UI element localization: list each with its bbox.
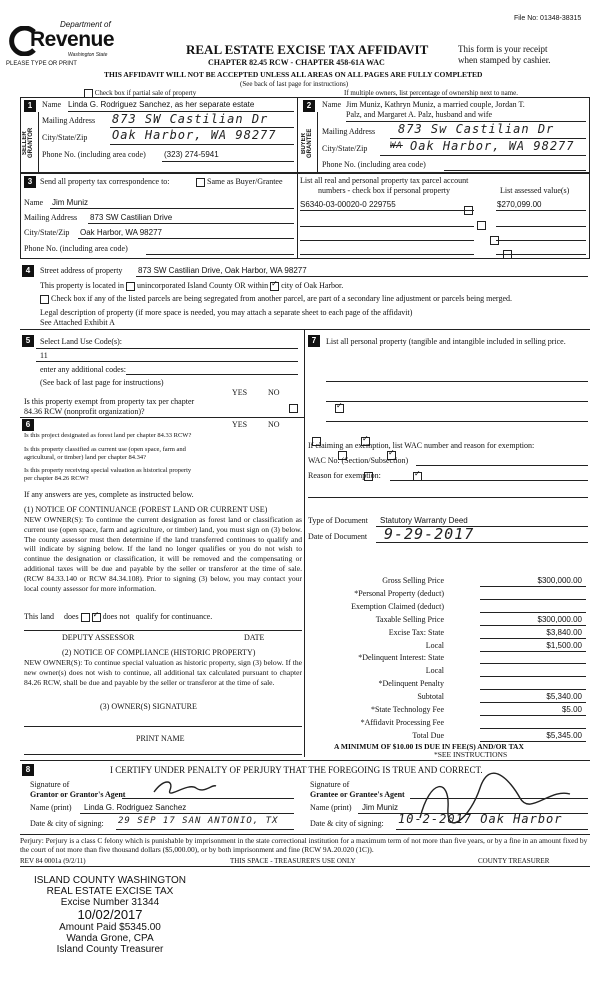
tax-row-label: Gross Selling Price [382,576,444,585]
corr-phone-label: Phone No. (including area code) [24,244,128,253]
buyer-name-2[interactable]: Palz, and Margaret A. Palz, husband and wife [346,110,493,119]
current-use-question-1: Is this property classified as current use (open space, farm and [24,446,186,453]
personal-property-label: List all personal property (tangible and intangible included in selling price. [326,337,566,346]
forest-question: Is this project designated as forest land per chapter 84.33 RCW? [24,432,192,439]
buyer-city-label: City/State/Zip [322,144,368,153]
stamp-line-7: Island County Treasurer [56,944,164,955]
buyer-name-1[interactable]: Jim Muniz, Kathryn Muniz, a married couple, Jordan T. [346,100,525,109]
seller-mail-label: Mailing Address [42,116,96,125]
corr-name[interactable]: Jim Muniz [52,198,89,207]
minimum-due: A MINIMUM OF $10.00 IS DUE IN FEE(S) AND/OR TAX [334,742,524,751]
if-yes-note: If any answers are yes, complete as instructed below. [24,490,194,499]
county-treasurer-label: COUNTY TREASURER [478,857,550,865]
qualify-label: qualify for continuance. [135,612,213,621]
grantee-name-label: Name (print) [310,803,352,812]
same-as-buyer-label: Same as Buyer/Grantee [207,177,283,186]
parcel-checkbox-4[interactable] [503,250,512,259]
grantor-sig-label-2: Grantor or Grantor's Agent [30,790,126,799]
deputy-assessor-label: DEPUTY ASSESSOR [62,633,135,642]
grantor-name-label: Name (print) [30,803,72,812]
section-6-number: 6 [22,419,34,431]
stamp-line-1: ISLAND COUNTY WASHINGTON [33,875,187,886]
assessed-head: List assessed value(s) [500,186,570,195]
legal-description-label: Legal description of property (if more space is needed, you may attach a separate sheet to each page of the affidavit) [40,308,413,317]
logo-department: Department of [60,20,111,29]
grantor-date-city[interactable]: 29 SEP 17 SAN ANTONIO, TX [118,816,279,826]
current-use-question-2: agricultural, or timber) land per chapter 84.34? [24,454,147,461]
notice-continuance-title: (1) NOTICE OF CONTINUANCE (FOREST LAND OR CURRENT USE) [24,505,268,514]
doc-type-label: Type of Document [308,516,368,525]
grantor-signature[interactable] [150,776,220,798]
see-instructions: *SEE INSTRUCTIONS [434,750,508,759]
grantee-date-label: Date & city of signing: [310,819,384,828]
segregated-label: Check box if any of the listed parcels are being segregated from another parcel, are part of a secondary line adjustment or parcels being merged. [51,294,512,303]
grantor-date-label: Date & city of signing: [30,819,104,828]
street-label: Street address of property [40,266,123,275]
seller-grantor-label: SELLER GRANTOR [22,127,34,159]
land-use-code[interactable]: 11 [40,351,48,360]
land-use-see-back: (See back of last page for instructions) [40,378,164,387]
grantee-sig-label-1: Signature of [310,780,350,789]
exempt-yes-checkbox[interactable] [289,404,298,413]
land-use-label: Select Land Use Code(s): [40,337,122,346]
continuance-line [24,612,212,622]
grantor-name[interactable]: Linda G. Rodriguez Sanchez [84,803,187,812]
receipt-line-1: This form is your receipt [458,44,548,54]
tax-row-value[interactable]: $300,000.00 [537,614,582,624]
historic-question-1: Is this property receiving special valuation as historical property [24,467,192,474]
sec5-yes: YES [232,388,248,397]
certify-statement: I CERTIFY UNDER PENALTY OF PERJURY THAT THE FOREGOING IS TRUE AND CORRECT. [110,765,483,775]
section-4-number: 4 [22,265,34,277]
owner-signature-label: (3) OWNER(S) SIGNATURE [100,702,197,711]
receipt-line-2: when stamped by cashier. [458,55,551,65]
tax-row-value[interactable]: $5,345.00 [546,730,582,740]
tax-row-value[interactable]: $1,500.00 [546,640,582,650]
tax-row-label: Total Due [412,730,444,740]
tax-row-label: Exemption Claimed (deduct) [351,601,444,611]
warning-line: THIS AFFIDAVIT WILL NOT BE ACCEPTED UNLESS ALL AREAS ON ALL PAGES ARE FULLY COMPLETED [104,70,483,79]
form-chapter: CHAPTER 82.45 RCW - CHAPTER 458-61A WAC [208,58,385,67]
please-type: PLEASE TYPE OR PRINT [6,61,77,67]
corr-city-label: City/State/Zip [24,228,70,237]
form-title: REAL ESTATE EXCISE TAX AFFIDAVIT [186,42,429,57]
exempt-question-1: Is this property exempt from property tax per chapter [24,397,195,406]
exemption-label: If claiming an exemption, list WAC number and reason for exemption: [308,441,535,450]
file-number: File No: 01348-38315 [514,15,582,22]
seller-name[interactable]: Linda G. Rodriguez Sanchez, as her separate estate [68,100,255,109]
located-line [40,281,343,291]
parcel-checkbox-2[interactable] [477,221,486,230]
corr-city[interactable]: Oak Harbor, WA 98277 [80,228,162,237]
parcel-head-1: List all real and personal property tax parcel account [300,176,469,185]
historic-question-2: per chapter 84.26 RCW? [24,475,89,482]
seller-phone[interactable]: (323) 274-5941 [164,150,219,159]
doc-type[interactable]: Statutory Warranty Deed [380,516,468,525]
does-label: does [64,612,79,621]
tax-row-value[interactable]: $300,000.00 [537,576,582,585]
notice-compliance-title: (2) NOTICE OF COMPLIANCE (HISTORIC PROPERTY) [62,648,256,657]
buyer-city[interactable]: Oak Harbor, WA 98277 [410,139,575,153]
tax-row-value[interactable]: $5,340.00 [546,692,582,702]
grantor-sig-label-1: Signature of [30,780,70,789]
buyer-phone-label: Phone No. (including area code) [322,160,426,169]
parcel-checkbox-3[interactable] [490,236,499,245]
tax-row-label: Taxable Selling Price [375,614,444,624]
parcel-head-2: numbers - check box if personal property [318,186,450,195]
sec5-no: NO [268,388,280,397]
stamp-line-5: Amount Paid $5345.00 [59,922,161,933]
same-as-buyer-checkbox[interactable] [196,178,205,187]
tax-row-label: Local [425,666,444,676]
buyer-mail[interactable]: 873 Sw Castilian Dr [398,122,555,136]
legal-description[interactable]: See Attached Exhibit A [40,318,115,327]
treasurer-space: THIS SPACE - TREASURER'S USE ONLY [230,857,356,865]
tax-row-label: *State Technology Fee [370,705,444,714]
notice-continuance-body: NEW OWNER(S): To continue the current designation as forest land or classification as current use (open space, farm and agriculture, or timber) land, you must sign on (3) below. The county assessor must then determine if the land transferred continues to qualify and will indicate by signing below. If the land no longer qualifies or you do not wish to continue the designation or classification, it will be removed and the compensating or additional taxes will be due and payable by the seller or transferor at the time of sale. (RCW 84.33.140 or RCW 84.34.108). Prior to signing (3) below, you may contact your local county assessor for more information. [24,515,302,593]
multi-owners-note: If multiple owners, list percentage of ownership next to name. [344,89,518,97]
tax-row-label: *Personal Property (deduct) [354,588,444,598]
does-not-checkbox[interactable] [92,613,101,622]
tax-row-value[interactable]: $5.00 [561,705,582,714]
section-3-number: 3 [24,176,36,188]
tax-row-label: *Affidavit Processing Fee [360,717,444,727]
logo-revenue: Revenue [30,28,115,51]
stamp-line-4: 10/02/2017 [77,907,143,922]
buyer-city-struck: WA [390,141,403,151]
buyer-grantee-label: BUYER GRANTEE [301,128,313,158]
rev-number: REV 84 0001a (9/2/11) [20,857,86,865]
corr-mail[interactable]: 873 SW Castilian Drive [90,213,173,222]
stamp-line-6: Wanda Grone, CPA [66,933,154,944]
city-checkbox[interactable] [270,282,279,291]
additional-codes-label: enter any additional codes: [40,365,126,374]
see-back-header: (See back of last page for instructions) [240,80,349,88]
print-name-label: PRINT NAME [136,734,185,743]
send-correspondence-label: Send all property tax correspondence to: [40,177,170,186]
does-not-label: does not [102,612,130,621]
exempt-no-checkbox[interactable] [335,404,344,413]
stamp-line-2: REAL ESTATE EXCISE TAX [46,886,174,897]
doc-date[interactable]: 9-29-2017 [384,525,475,543]
does-checkbox[interactable] [81,613,90,622]
city-of-label: city of Oak Harbor. [281,281,344,290]
assessed-value[interactable]: $270,099.00 [497,200,542,209]
grantee-name[interactable]: Jim Muniz [362,803,399,812]
perjury-notice: Perjury: Perjury is a class C felony which is punishable by imprisonment in the state correctional institution for a maximum term of not more than five years, or by a fine in an amount fixed by the court of not more than five thousand dollars ($5,000.00), or by both imprisonment and fine (RCW 9A.20.020 (1C)). [20,836,588,854]
section-7-number: 7 [308,335,320,347]
tax-row-label: Local [425,640,444,650]
section-2-number: 2 [303,100,315,112]
segregated-checkbox[interactable] [40,295,49,304]
sec6-yes: YES [232,420,248,429]
buyer-mail-label: Mailing Address [322,127,376,136]
sec6-no: NO [268,420,280,429]
seller-city-label: City/State/Zip [42,133,88,142]
this-land-label: This land [24,612,54,621]
corr-name-label: Name [24,198,44,207]
deputy-date-label: DATE [244,633,265,642]
section-5-number: 5 [22,335,34,347]
seller-name-label: Name [42,100,62,109]
wac-label: WAC No. (Section/Subsection) [308,456,409,465]
corr-mail-label: Mailing Address [24,213,78,222]
logo-state: Washington State [68,52,108,58]
unincorporated-checkbox[interactable] [126,282,135,291]
reason-label: Reason for exemption: [308,471,381,480]
unincorporated-label: unincorporated Island County OR within [136,281,269,290]
exempt-question-2: 84.36 RCW (nonprofit organization)? [24,407,145,416]
located-label: This property is located in [40,281,124,290]
tax-row-label: Excise Tax: State [388,627,444,637]
section-8-number: 8 [22,764,34,776]
parcel-number[interactable]: S6340-03-00020-0 229755 [300,200,396,209]
grantee-sig-label-2: Grantee or Grantee's Agent [310,790,405,799]
street-address[interactable]: 873 SW Castilian Drive, Oak Harbor, WA 98277 [138,266,307,275]
seller-phone-label: Phone No. (including area code) [42,150,146,159]
parcel-checkbox-1[interactable] [464,206,473,215]
seller-city[interactable]: Oak Harbor, WA 98277 [112,128,277,142]
section-1-number: 1 [24,100,36,112]
tax-row-label: *Delinquent Interest: State [358,653,444,663]
doc-date-label: Date of Document [308,532,368,541]
segregated-line [40,294,512,304]
tax-row-value[interactable]: $3,840.00 [546,627,582,637]
tax-row-label: Subtotal [417,692,444,702]
notice-compliance-body: NEW OWNER(S): To continue special valuation as historic property, sign (3) below. If the new owner(s) does not wish to continue, all additional tax calculated pursuant to chapter 84.26 RCW, shall be due and payable by the seller or transferor at the time of sale. [24,658,302,687]
buyer-name-label: Name [322,100,342,109]
partial-sale-label: Check box if partial sale of property [94,89,197,98]
stamp-line-3: Excise Number 31344 [60,897,160,908]
same-as-buyer [196,177,283,187]
seller-mail[interactable]: 873 SW Castilian Dr [112,112,269,126]
tax-row-label: *Delinquent Penalty [378,679,444,689]
grantee-date-city[interactable]: 10-2-2017 Oak Harbor [398,812,563,826]
